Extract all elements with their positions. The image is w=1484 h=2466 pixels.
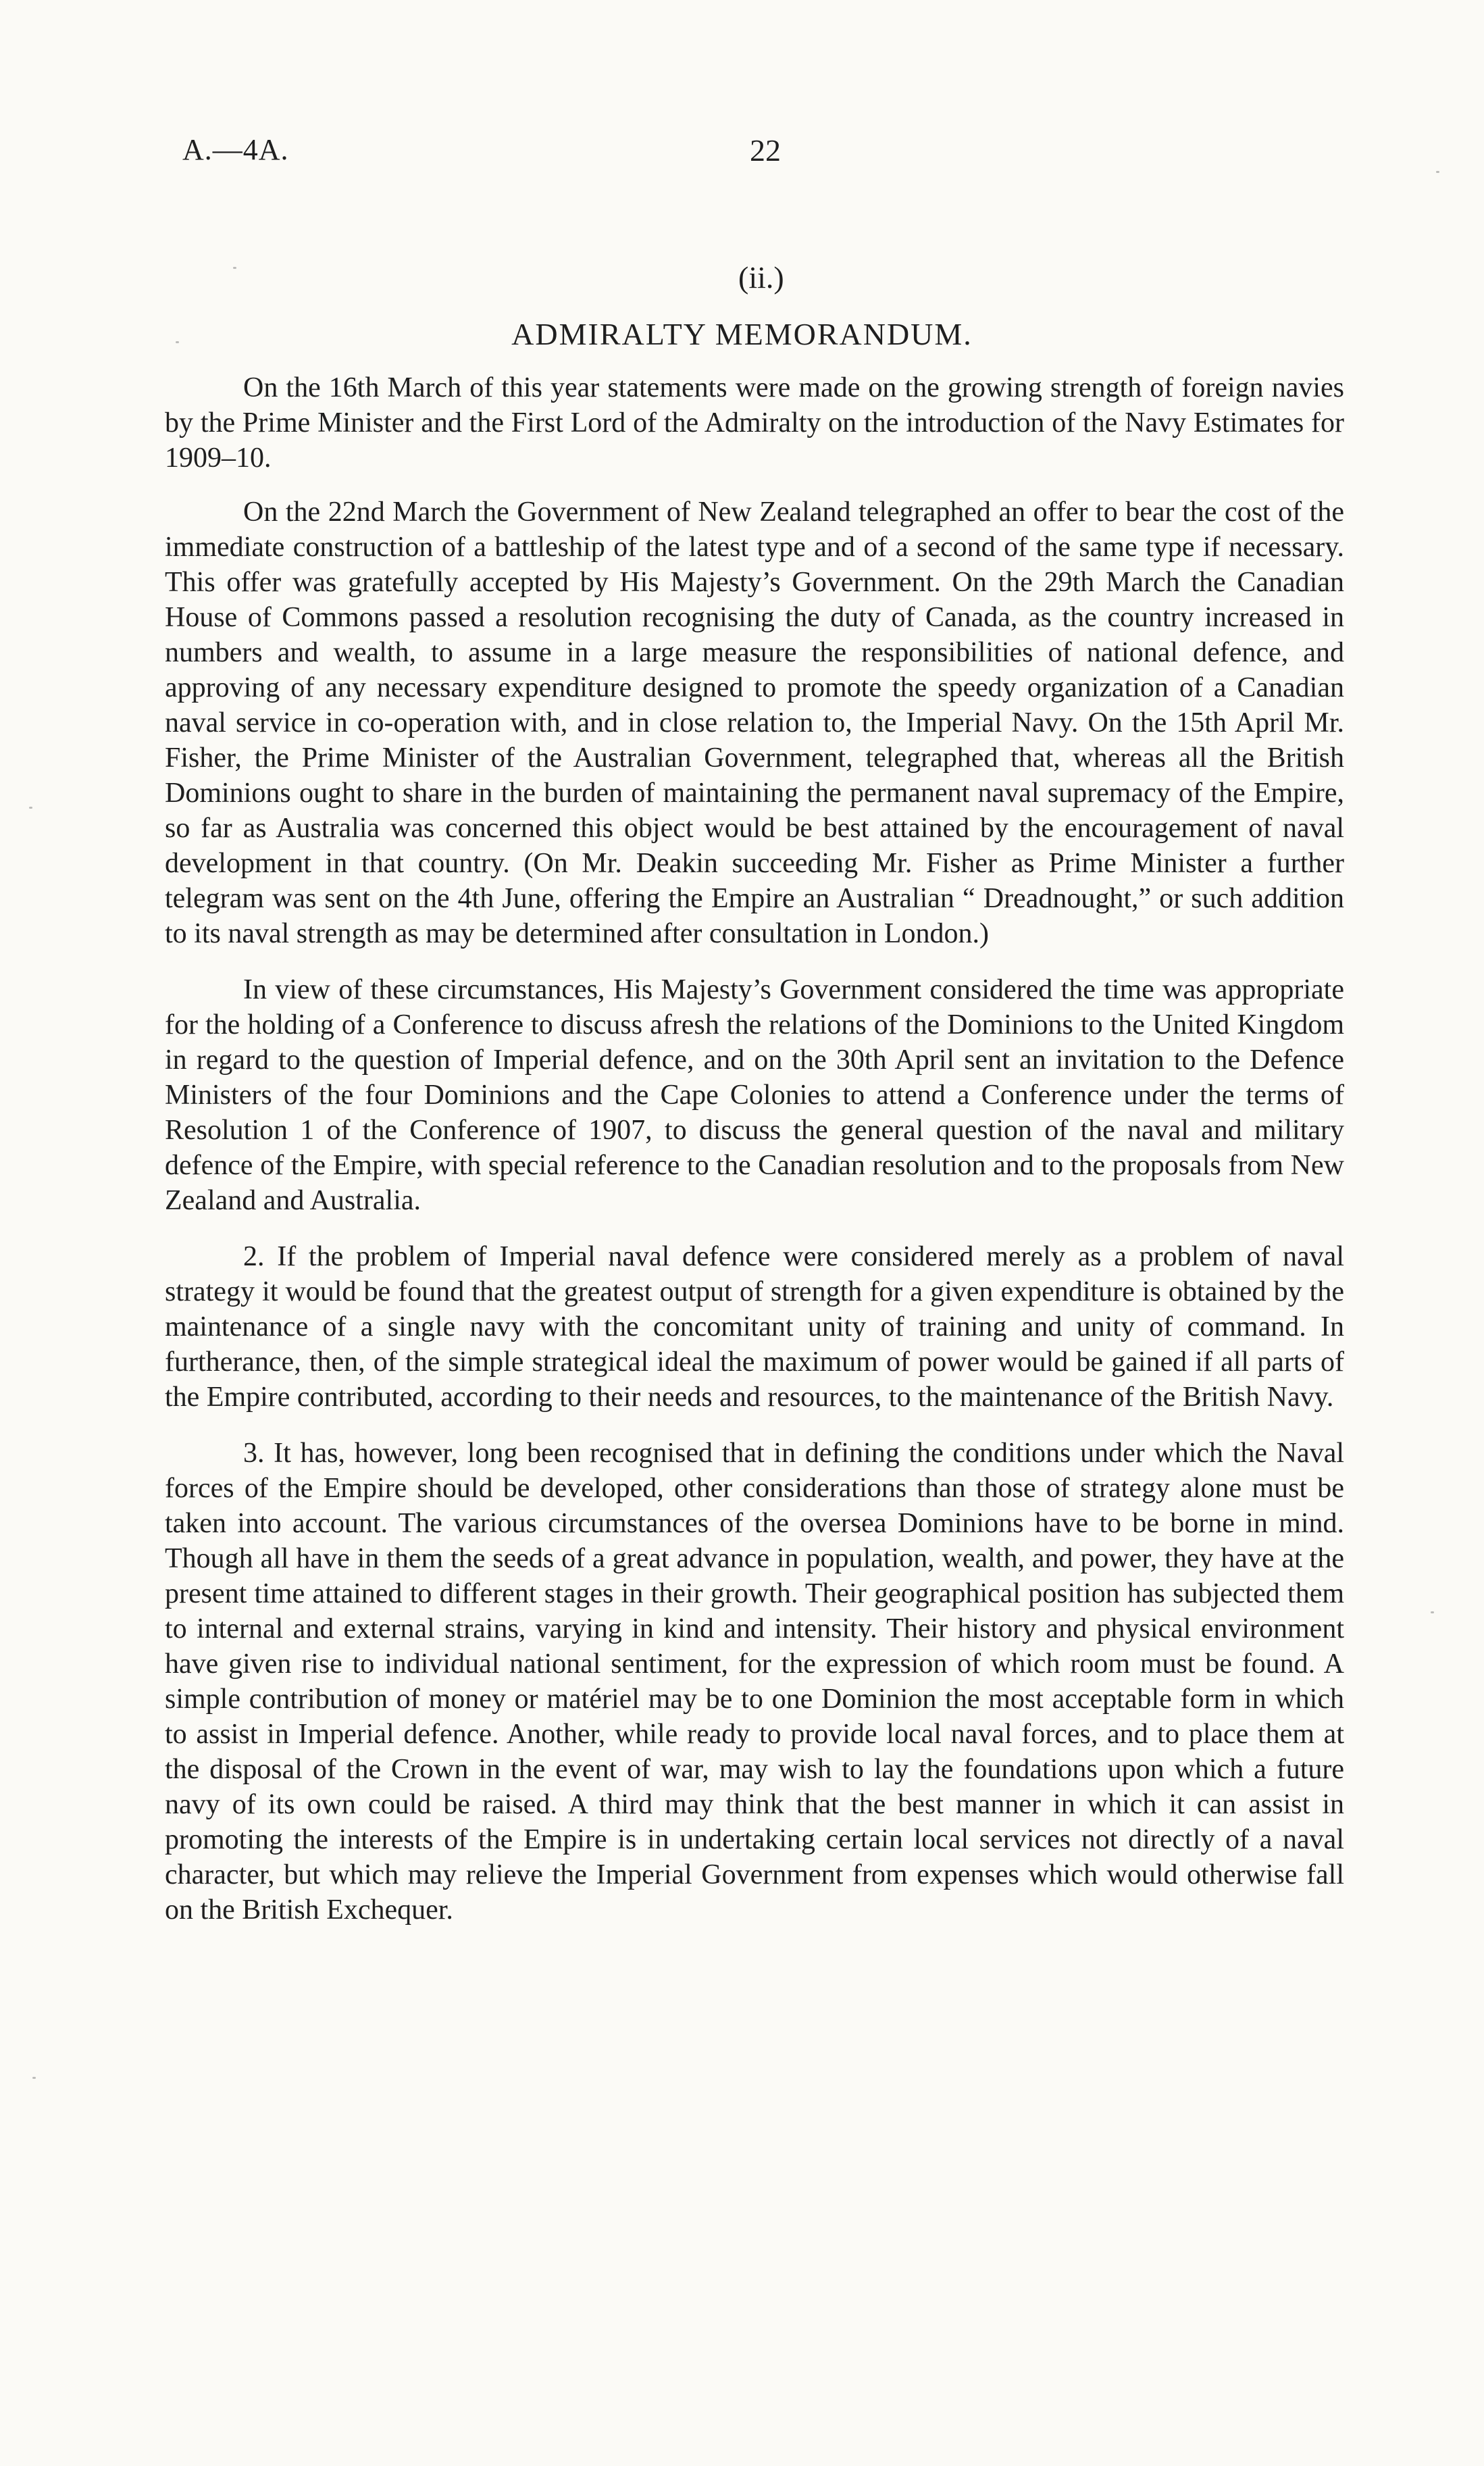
scan-speck xyxy=(233,267,236,269)
paragraph-conference-invitation: In view of these circumstances, His Majesty’s Government considered the time was appropriate for the holding of a Conference to discuss afresh the relations of the Dominions to the United Kingdom in regard to the question of Imperial defence, and on the 30th April sent an invitation to the Defence Ministers of the four Dominions and the Cape Colonies to attend a Conference under the terms of Resolution 1 of the Conference of 1907, to discuss the general question of the naval and military defence of the Empire, with special reference to the Canadian resolution and to the proposals from New Zealand and Australia. xyxy=(165,974,1344,1216)
memorandum-body xyxy=(165,370,1344,1948)
page-number: 22 xyxy=(750,133,781,168)
scan-speck xyxy=(1436,171,1439,173)
section-number: (ii.) xyxy=(738,260,784,295)
paragraph-naval-strategy: 2. If the problem of Imperial naval defence were considered merely as a problem of naval strategy it would be found that the greatest output of strength for a given expenditure is obtained by the maintenance of a single navy with the concomitant unity of training and unity of command. In furtherance, then, of the simple strategical ideal the maximum of power would be gained if all parts of the Empire contributed, according to their needs and resources, to the maintenance of the British Navy. xyxy=(165,1241,1344,1413)
document-title: ADMIRALTY MEMORANDUM. xyxy=(511,317,973,351)
document-reference: A.—4A. xyxy=(182,133,289,166)
scan-speck xyxy=(32,2077,36,2079)
scan-speck xyxy=(1431,1611,1434,1613)
paragraph-dominion-offers: On the 22nd March the Government of New Zealand telegraphed an offer to bear the cost of the immediate construction of a battleship of the latest type and of a second of the same type if necessary. This offer was gratefully accepted by His Majesty’s Government. On the 29th March the Canadian House of Commons passed a resolution recognising the duty of Canada, as the country increased in numbers and wealth, to assume in a large measure the responsibilities of national defence, and approving of any necessary expenditure designed to promote the speedy organization of a Canadian naval service in co-operation with, and in close relation to, the Imperial Navy. On the 15th April Mr. Fisher, the Prime Minister of the Australian Government, telegraphed that, whereas all the British Dominions ought to share in the burden of maintaining the permanent naval supremacy of the Empire, so far as Australia was concerned this object would be best attained by the encouragement of naval development in that country. (On Mr. Deakin succeeding Mr. Fisher as Prime Minister a further telegram was sent on the 4th June, offering the Empire an Australian “ Dreadnought,” or such addition to its naval strength as may be determined after consultation in London.) xyxy=(165,497,1344,949)
paragraph-dominion-considerations: 3. It has, however, long been recognised that in defining the conditions under which the Naval forces of the Empire should be developed, other considerations than those of strategy alone must be taken into account. The various circumstances of the oversea Dominions have to be borne in mind. Though all have in them the seeds of a great advance in population, wealth, and power, they have at the present time attained to different stages in their growth. Their geographical position has subjected them to internal and external strains, varying in kind and intensity. Their history and physical environment have given rise to individual national sentiment, for the expression of which room must be found. A simple contribution of money or matériel may be to one Dominion the most acceptable form in which to assist in Imperial defence. Another, while ready to provide local naval forces, and to place them at the disposal of the Crown in the event of war, may wish to lay the foundations upon which a future navy of its own could be raised. A third may think that the best manner in which it can assist in promoting the interests of the Empire is in undertaking certain local services not directly of a naval character, but which may relieve the Imperial Government from expenses which would otherwise fall on the British Exchequer. xyxy=(165,1438,1344,1926)
scan-speck xyxy=(29,807,32,809)
scan-speck xyxy=(176,341,179,343)
paragraph-foreign-navies: On the 16th March of this year statements were made on the growing strength of foreign navies by the Prime Minister and the First Lord of the Admiralty on the introduction of the Navy Estimates for 1909–10. xyxy=(165,372,1344,474)
